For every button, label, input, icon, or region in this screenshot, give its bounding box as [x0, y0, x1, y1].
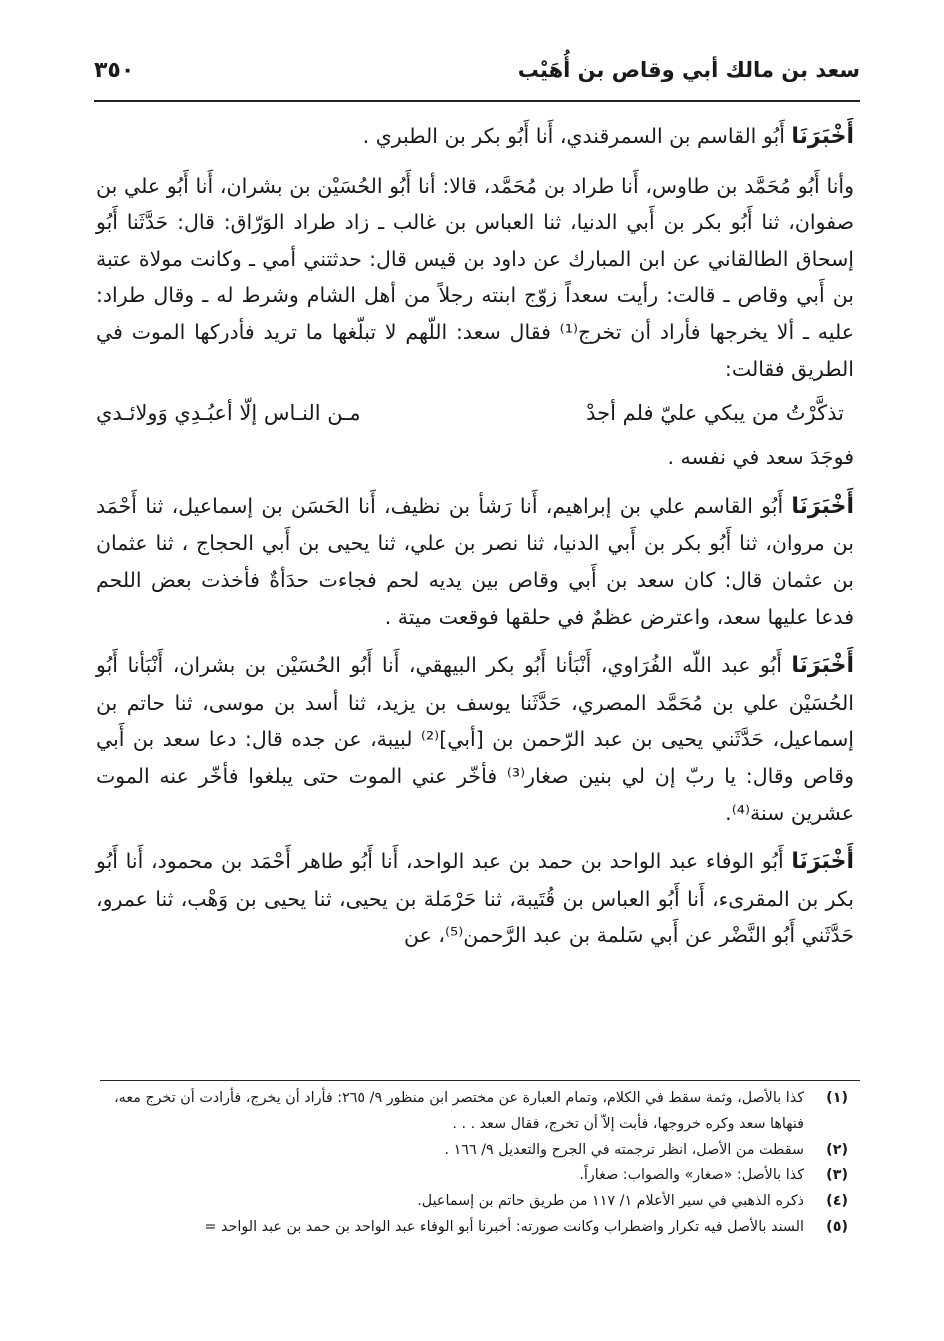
paragraph	[96, 488, 854, 635]
paragraph-text: أَبُو الوفاء عبد الواحد بن حمد بن عبد الواحد، أَنا أَبُو طاهر أَحْمَد بن محمود، أَنا أَبُو بكر بن المقرىء، أَنا أَبُو العباس بن قُتَيبة، ثنا حَرْمَلة بن يحيى، ثنا يحيى بن وَهْب، ثنا عمرو، حَدَّثَني أَبُو النَّضْر عن أَبي سَلمة بن عبد الرَّحمن⁽⁵⁾، عن	[96, 849, 854, 948]
running-title: سعد بن مالك أبي وقاص بن أُهَيْب	[517, 58, 860, 82]
paragraph	[96, 118, 854, 156]
paragraph-text: أَبُو القاسم بن السمرقندي، أَنا أَبُو بكر بن الطبري .	[362, 124, 792, 148]
paragraph	[96, 168, 854, 388]
footnote-rule	[100, 1080, 860, 1081]
footnote-number: (٥)	[826, 1218, 848, 1235]
running-header	[94, 52, 860, 96]
footnote	[86, 1163, 848, 1189]
main-text	[96, 118, 854, 954]
footnote	[86, 1189, 848, 1215]
paragraph-lead: أَخْبَرَنَا	[791, 493, 854, 519]
footnote	[86, 1215, 848, 1241]
footnote	[86, 1086, 848, 1138]
poem-verse	[96, 393, 844, 433]
footnote-text: السند بالأصل فيه تكرار واضطراب وكانت صورته: أخبرنا أبو الوفاء عبد الواحد بن حمد بن عبد الواحد =	[204, 1218, 804, 1235]
paragraph	[96, 439, 854, 476]
paragraph	[96, 647, 854, 831]
verse-hemistich-second: مـن النـاس إلّا أعبُـدِي وَولائـدي	[96, 401, 361, 426]
footnote-number: (٣)	[826, 1167, 848, 1184]
footnote-number: (٢)	[826, 1141, 848, 1158]
paragraph-lead: أَخْبَرَنَا	[791, 653, 854, 679]
header-rule	[94, 100, 860, 102]
verse-hemistich-first: تذكَّرْتُ من يبكي عليّ فلم أجدْ	[586, 401, 844, 426]
footnote-number: (٤)	[826, 1193, 848, 1210]
footnote-number: (١)	[826, 1090, 848, 1106]
paragraph-lead: أَخْبَرَنَا	[791, 849, 854, 875]
paragraph-text: أَبُو القاسم علي بن إبراهيم، أَنا رَشأ بن نظيف، أَنا الحَسَن بن إسماعيل، ثنا أَحْمَد بن مروان، ثنا أَبُو بكر بن أَبي الدنيا، ثنا نصر بن علي، ثنا يحيى بن أَبي الحجاج ، ثنا عثمان بن عثمان قال: كان سعد بن أَبي وقاص بين يديه لحم فجاءت حدَأةٌ فأخذت بعض اللحم فدعا عليها سعد، واعترض عظمٌ في حلقها فوقعت ميتة .	[96, 493, 854, 629]
footnote-text: كذا بالأصل، وثمة سقط في الكلام، وتمام العبارة عن مختصر ابن منظور ٩/ ٢٦٥: فأراد أن يخرج، فأرادت أن تخرج معه، فنهاها سعد وكره خروجها، فأبت إلاّ أن تخرج، فقال سعد . . .	[114, 1090, 804, 1132]
footnote	[86, 1138, 848, 1164]
footnote-text: ذكره الذهبي في سير الأعلام ١/ ١١٧ من طريق حاتم بن إسماعيل.	[417, 1193, 804, 1210]
footnotes	[86, 1086, 848, 1241]
page-number: ٣٥٠	[94, 58, 135, 83]
paragraph-lead: أَخْبَرَنَا	[791, 124, 854, 149]
paragraph-text: وأنا أَبُو مُحَمَّد بن طاوس، أَنا طراد بن مُحَمَّد، قالا: أنا أَبُو الحُسَيْن بن بشران، أَنا أَبُو علي بن صفوان، ثنا أَبُو بكر بن أَبي الدنيا، ثنا العباس بن غالب ـ زاد طراد الوَرّاق: قال: حَدَّثَنا أَبُو إسحاق الطالقاني عن ابن المبارك عن داود بن قيس قال: حدثتني أمي ـ وكانت مولاة عتبة بن أَبي وقاص ـ قالت: رأيت سعداً زوّج ابنته رجلاً من أهل الشام وشرط له ـ وقال طراد: عليه ـ ألا يخرجها فأراد أن تخرج⁽¹⁾ فقال سعد: اللّهم لا تبلّغها ما تريد فأدركها الموت في الطريق فقالت:	[96, 173, 855, 381]
paragraph	[96, 843, 854, 954]
paragraph-text: فوجَدَ سعد في نفسه .	[667, 445, 854, 470]
footnote-text: كذا بالأصل: «صغار» والصواب: صغاراً.	[579, 1167, 804, 1184]
paragraph-text: أَبُو عبد اللّه الفُرَاوي، أَنْبَأنا أَبُو بكر البيهقي، أَنا أَبُو الحُسَيْن بن بشران، أَنْبَأنا أَبُو الحُسَيْن علي بن مُحَمَّد المصري، حَدَّثَنا يوسف بن يزيد، ثنا أسد بن موسى، ثنا حاتم بن إسماعيل، حَدَّثَني يحيى بن عبد الرّحمن بن [أبي]⁽²⁾ لبيبة، عن جده قال: دعا سعد بن أَبي وقاص وقال: يا ربّ إن لي بنين صغار⁽³⁾ فأخّر عني الموت حتى يبلغوا فأخّر عنه الموت عشرين سنة⁽⁴⁾.	[96, 653, 855, 825]
footnote-text: سقطت من الأصل، انظر ترجمته في الجرح والتعديل ٩/ ١٦٦ .	[444, 1141, 804, 1158]
